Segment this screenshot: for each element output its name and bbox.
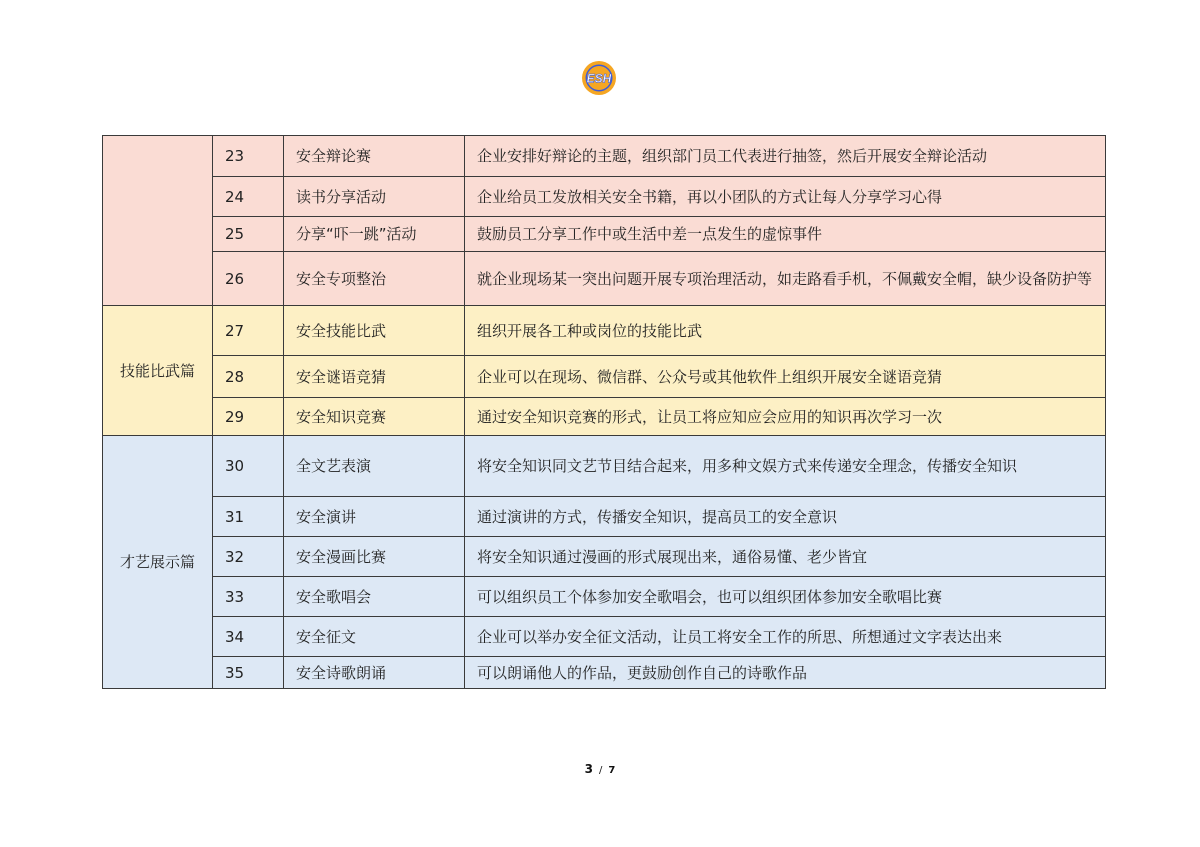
activity-description: 可以组织员工个体参加安全歌唱会，也可以组织团体参加安全歌唱比赛 xyxy=(465,577,1106,617)
category-cell: 才艺展示篇 xyxy=(103,436,213,689)
row-number: 31 xyxy=(213,497,284,537)
row-number: 35 xyxy=(213,657,284,689)
activity-name: 安全知识竞赛 xyxy=(284,398,465,436)
activity-name: 安全歌唱会 xyxy=(284,577,465,617)
activity-name: 分享“吓一跳”活动 xyxy=(284,217,465,252)
activity-description: 可以朗诵他人的作品，更鼓励创作自己的诗歌作品 xyxy=(465,657,1106,689)
activity-description: 通过安全知识竞赛的形式，让员工将应知应会应用的知识再次学习一次 xyxy=(465,398,1106,436)
activity-name: 安全谜语竞猜 xyxy=(284,356,465,398)
activity-name: 安全漫画比赛 xyxy=(284,537,465,577)
activity-description: 企业安排好辩论的主题，组织部门员工代表进行抽签，然后开展安全辩论活动 xyxy=(465,136,1106,177)
category-cell xyxy=(103,136,213,306)
table-row xyxy=(103,177,1106,217)
table-row xyxy=(103,398,1106,436)
page-total: 7 xyxy=(608,765,616,776)
activity-description: 企业可以在现场、微信群、公众号或其他软件上组织开展安全谜语竞猜 xyxy=(465,356,1106,398)
activity-name: 全文艺表演 xyxy=(284,436,465,497)
activity-description: 就企业现场某一突出问题开展专项治理活动，如走路看手机，不佩戴安全帽，缺少设备防护等 xyxy=(465,252,1106,306)
row-number: 24 xyxy=(213,177,284,217)
activity-description: 组织开展各工种或岗位的技能比武 xyxy=(465,306,1106,356)
table-row xyxy=(103,577,1106,617)
row-number: 26 xyxy=(213,252,284,306)
page-current: 3 xyxy=(584,762,593,776)
row-number: 29 xyxy=(213,398,284,436)
page-number xyxy=(0,762,1200,776)
table-row xyxy=(103,306,1106,356)
activity-table xyxy=(102,135,1106,689)
activity-description: 鼓励员工分享工作中或生活中差一点发生的虚惊事件 xyxy=(465,217,1106,252)
activity-name: 安全诗歌朗诵 xyxy=(284,657,465,689)
row-number: 27 xyxy=(213,306,284,356)
activity-description: 企业给员工发放相关安全书籍，再以小团队的方式让每人分享学习心得 xyxy=(465,177,1106,217)
activity-name: 安全演讲 xyxy=(284,497,465,537)
activity-name: 安全征文 xyxy=(284,617,465,657)
table-row xyxy=(103,537,1106,577)
row-number: 33 xyxy=(213,577,284,617)
activity-description: 通过演讲的方式，传播安全知识，提高员工的安全意识 xyxy=(465,497,1106,537)
page-separator: / xyxy=(599,765,603,776)
activity-description: 企业可以举办安全征文活动，让员工将安全工作的所思、所想通过文字表达出来 xyxy=(465,617,1106,657)
table-row xyxy=(103,617,1106,657)
table-row xyxy=(103,356,1106,398)
table-row xyxy=(103,657,1106,689)
category-cell: 技能比武篇 xyxy=(103,306,213,436)
activity-description: 将安全知识同文艺节目结合起来，用多种文娱方式来传递安全理念，传播安全知识 xyxy=(465,436,1106,497)
row-number: 30 xyxy=(213,436,284,497)
row-number: 25 xyxy=(213,217,284,252)
row-number: 34 xyxy=(213,617,284,657)
table-row xyxy=(103,497,1106,537)
row-number: 23 xyxy=(213,136,284,177)
activity-description: 将安全知识通过漫画的形式展现出来，通俗易懂、老少皆宜 xyxy=(465,537,1106,577)
table-row xyxy=(103,252,1106,306)
esh-logo xyxy=(581,60,617,96)
table-row xyxy=(103,436,1106,497)
activity-name: 读书分享活动 xyxy=(284,177,465,217)
logo-text: ESH xyxy=(586,71,612,86)
activity-name: 安全辩论赛 xyxy=(284,136,465,177)
activity-name: 安全专项整治 xyxy=(284,252,465,306)
activity-name: 安全技能比武 xyxy=(284,306,465,356)
row-number: 32 xyxy=(213,537,284,577)
table-row xyxy=(103,217,1106,252)
row-number: 28 xyxy=(213,356,284,398)
table-row xyxy=(103,136,1106,177)
